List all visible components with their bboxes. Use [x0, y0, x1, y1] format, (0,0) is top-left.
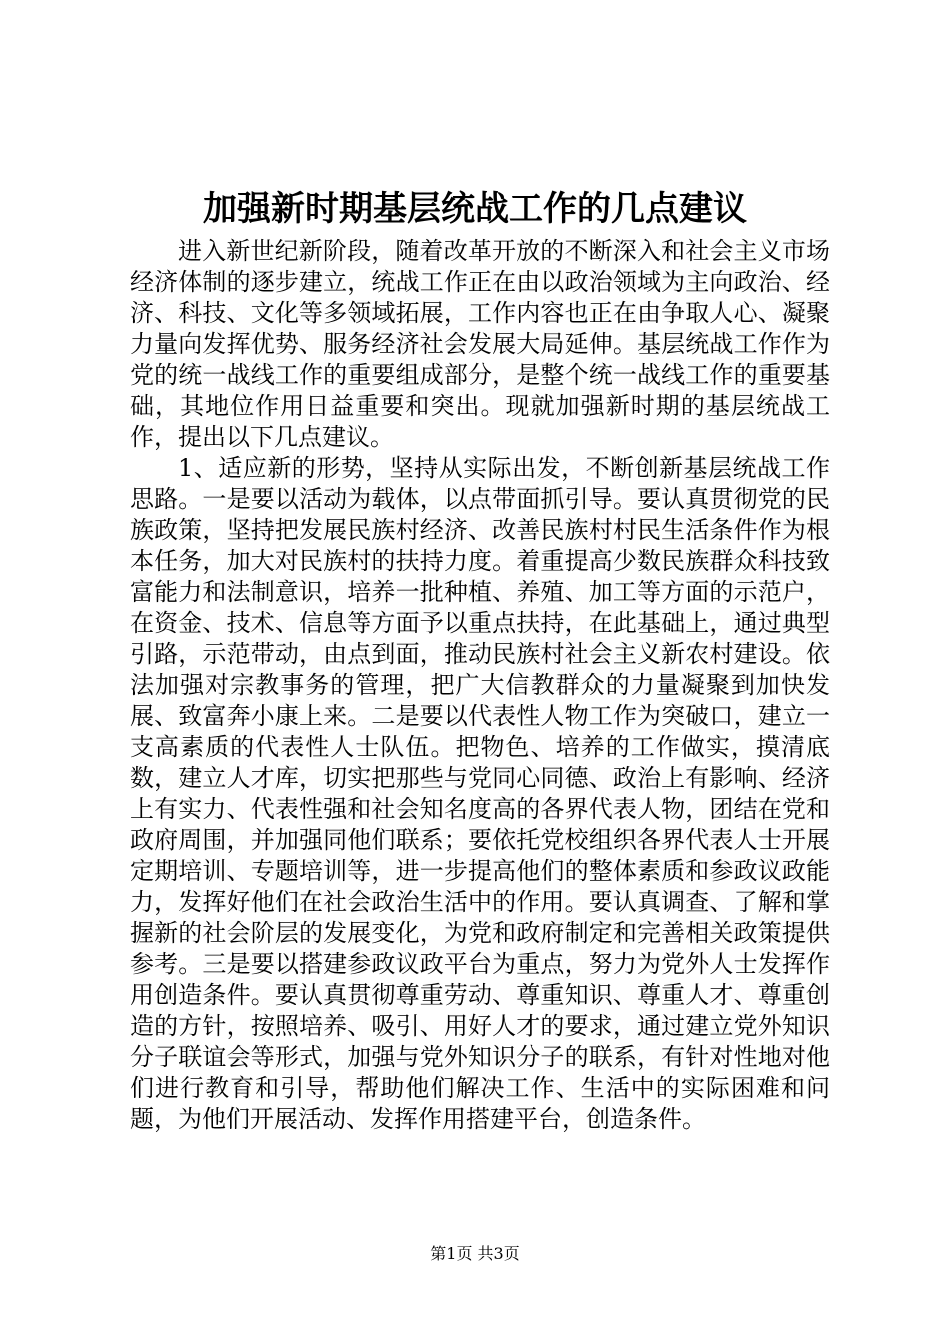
document-title: 加强新时期基层统战工作的几点建议	[203, 189, 747, 229]
page-number-footer: 第1页 共3页	[430, 1244, 520, 1263]
document-body	[130, 236, 830, 1135]
paragraph-intro: 进入新世纪新阶段，随着改革开放的不断深入和社会主义市场经济体制的逐步建立，统战工作正在由以政治领域为主向政治、经济、科技、文化等多领域拓展，工作内容也正在由争取人心、凝聚力量向发挥优势、服务经济社会发展大局延伸。基层统战工作作为党的统一战线工作的重要组成部分，是整个统一战线工作的重要基础，其地位作用日益重要和突出。现就加强新时期的基层统战工作，提出以下几点建议。	[130, 237, 830, 451]
paragraph-suggestion-1: 1、适应新的形势，坚持从实际出发，不断创新基层统战工作思路。一是要以活动为载体，以点带面抓引导。要认真贯彻党的民族政策，坚持把发展民族村经济、改善民族村村民生活条件作为根本任务，加大对民族村的扶持力度。着重提高少数民族群众科技致富能力和法制意识，培养一批种植、养殖、加工等方面的示范户，在资金、技术、信息等方面予以重点扶持，在此基础上，通过典型引路，示范带动，由点到面，推动民族村社会主义新农村建设。依法加强对宗教事务的管理，把广大信教群众的力量凝聚到加快发展、致富奔小康上来。二是要以代表性人物工作为突破口，建立一支高素质的代表性人士队伍。把物色、培养的工作做实，摸清底数，建立人才库，切实把那些与党同心同德、政治上有影响、经济上有实力、代表性强和社会知名度高的各界代表人物，团结在党和政府周围，并加强同他们联系；要依托党校组织各界代表人士开展定期培训、专题培训等，进一步提高他们的整体素质和参政议政能力，发挥好他们在社会政治生活中的作用。要认真调查、了解和掌握新的社会阶层的发展变化，为党和政府制定和完善相关政策提供参考。三是要以搭建参政议政平台为重点，努力为党外人士发挥作用创造条件。要认真贯彻尊重劳动、尊重知识、尊重人才、尊重创造的方针，按照培养、吸引、用好人才的要求，通过建立党外知识分子联谊会等形式，加强与党外知识分子的联系，有针对性地对他们进行教育和引导，帮助他们解决工作、生活中的实际困难和问题，为他们开展活动、发挥作用搭建平台，创造条件。	[130, 454, 830, 1133]
